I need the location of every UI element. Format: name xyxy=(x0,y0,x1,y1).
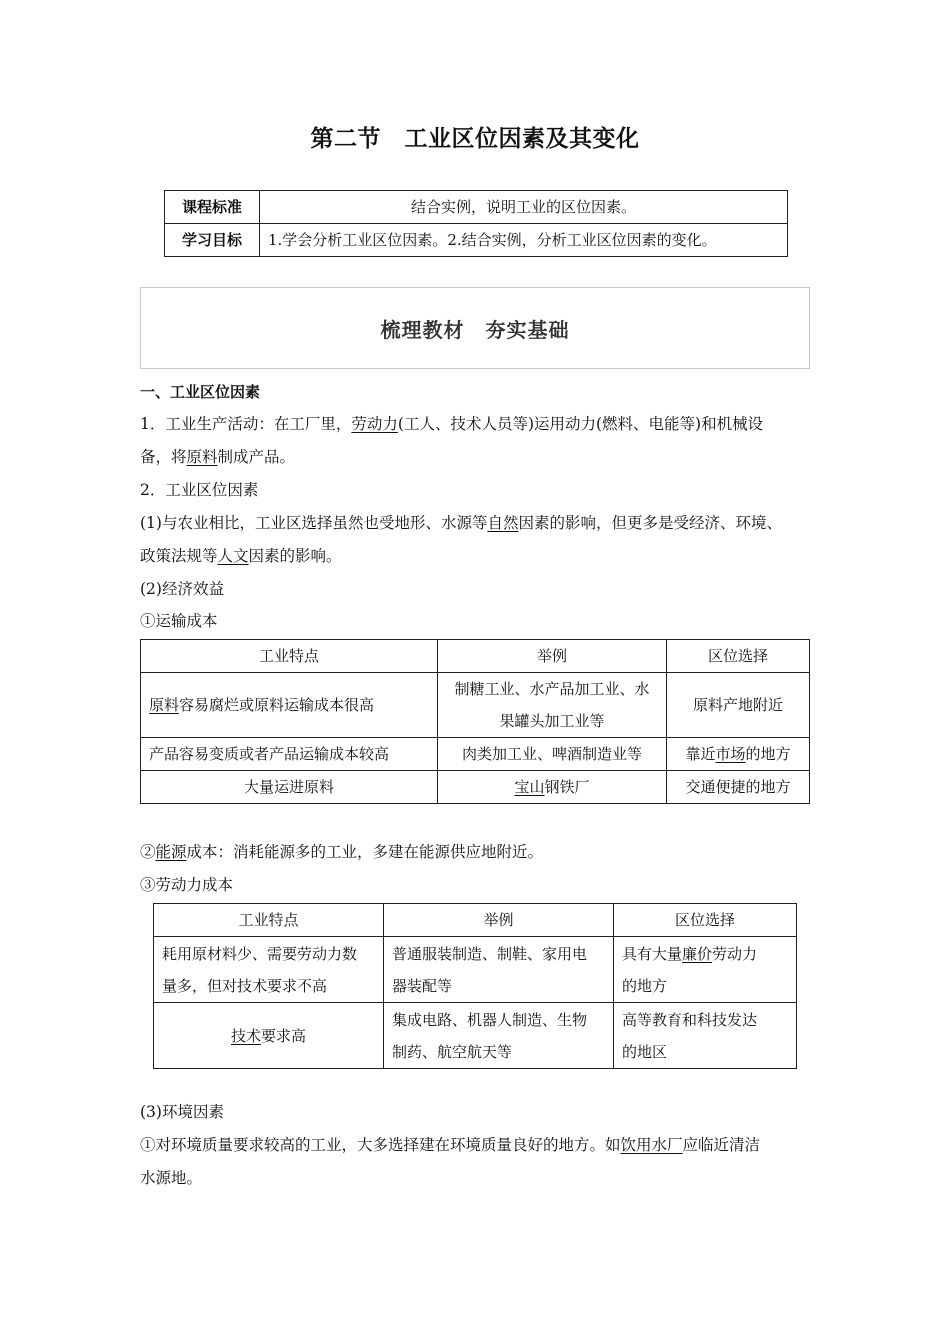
paragraph-4: (2)经济效益 xyxy=(140,580,224,598)
transport-cost-table xyxy=(140,639,810,804)
section-heading: 一、工业区位因素 xyxy=(140,383,261,401)
standards-value: 结合实例，说明工业的区位因素。 xyxy=(260,191,788,224)
table-cell: 靠近市场的地方 xyxy=(667,738,810,771)
labor-cost-table xyxy=(153,903,797,1069)
blank-answer: 饮用水厂 xyxy=(620,1136,683,1154)
table-header: 举例 xyxy=(438,640,667,673)
table-cell: 产品容易变质或者产品运输成本较高 xyxy=(141,738,438,771)
table-cell: 技术要求高 xyxy=(154,1003,384,1069)
blank-answer: 人文 xyxy=(217,547,249,565)
blank-answer: 能源 xyxy=(155,843,187,861)
table-cell: 集成电路、机器人制造、生物 制药、航空航天等 xyxy=(384,1003,614,1069)
table-header: 工业特点 xyxy=(154,904,384,937)
standards-label: 课程标准 xyxy=(165,191,260,224)
table-header: 区位选择 xyxy=(614,904,797,937)
table-header: 举例 xyxy=(384,904,614,937)
blank-answer: 劳动力 xyxy=(351,415,398,433)
table-cell: 肉类加工业、啤酒制造业等 xyxy=(438,738,667,771)
table-cell: 耗用原材料少、需要劳动力数 量多，但对技术要求不高 xyxy=(154,937,384,1003)
table-cell: 制糖工业、水产品加工业、水 果罐头加工业等 xyxy=(438,673,667,738)
course-standards-table xyxy=(164,190,788,257)
blank-answer: 原料 xyxy=(186,448,218,466)
paragraph-3-line-1: (1)与农业相比，工业区选择虽然也受地形、水源等自然因素的影响，但更多是受经济、环境、 xyxy=(140,514,782,532)
paragraph-7: ③劳动力成本 xyxy=(140,876,234,894)
table-cell: 原料容易腐烂或原料运输成本很高 xyxy=(141,673,438,738)
page-title: 第二节 工业区位因素及其变化 xyxy=(310,126,640,152)
table-header: 区位选择 xyxy=(667,640,810,673)
blank-answer: 自然 xyxy=(487,514,519,532)
paragraph-9-line-1: ①对环境质量要求较高的工业，大多选择建在环境质量良好的地方。如饮用水厂应临近清洁 xyxy=(140,1136,761,1154)
paragraph-5: ①运输成本 xyxy=(140,612,218,630)
paragraph-3-line-2: 政策法规等人文因素的影响。 xyxy=(140,547,342,565)
paragraph-9-line-2: 水源地。 xyxy=(140,1169,203,1187)
paragraph-2: 2．工业区位因素 xyxy=(140,481,259,499)
table-cell: 大量运进原料 xyxy=(141,771,438,804)
paragraph-8: (3)环境因素 xyxy=(140,1103,224,1121)
paragraph-1-line-1: 1．工业生产活动：在工厂里，劳动力(工人、技术人员等)运用动力(燃料、电能等)和机械设 xyxy=(140,415,764,433)
table-cell: 交通便捷的地方 xyxy=(667,771,810,804)
table-cell: 高等教育和科技发达 的地区 xyxy=(614,1003,797,1069)
table-header: 工业特点 xyxy=(141,640,438,673)
table-cell: 原料产地附近 xyxy=(667,673,810,738)
paragraph-1-line-2: 备，将原料制成产品。 xyxy=(140,448,296,466)
table-cell: 普通服装制造、制鞋、家用电 器装配等 xyxy=(384,937,614,1003)
table-cell: 宝山钢铁厂 xyxy=(438,771,667,804)
objectives-value: 1.学会分析工业区位因素。2.结合实例，分析工业区位因素的变化。 xyxy=(260,224,788,257)
section-banner: 梳理教材 夯实基础 xyxy=(140,287,810,369)
paragraph-6: ②能源成本：消耗能源多的工业，多建在能源供应地附近。 xyxy=(140,843,544,861)
objectives-label: 学习目标 xyxy=(165,224,260,257)
table-cell: 具有大量廉价劳动力 的地方 xyxy=(614,937,797,1003)
